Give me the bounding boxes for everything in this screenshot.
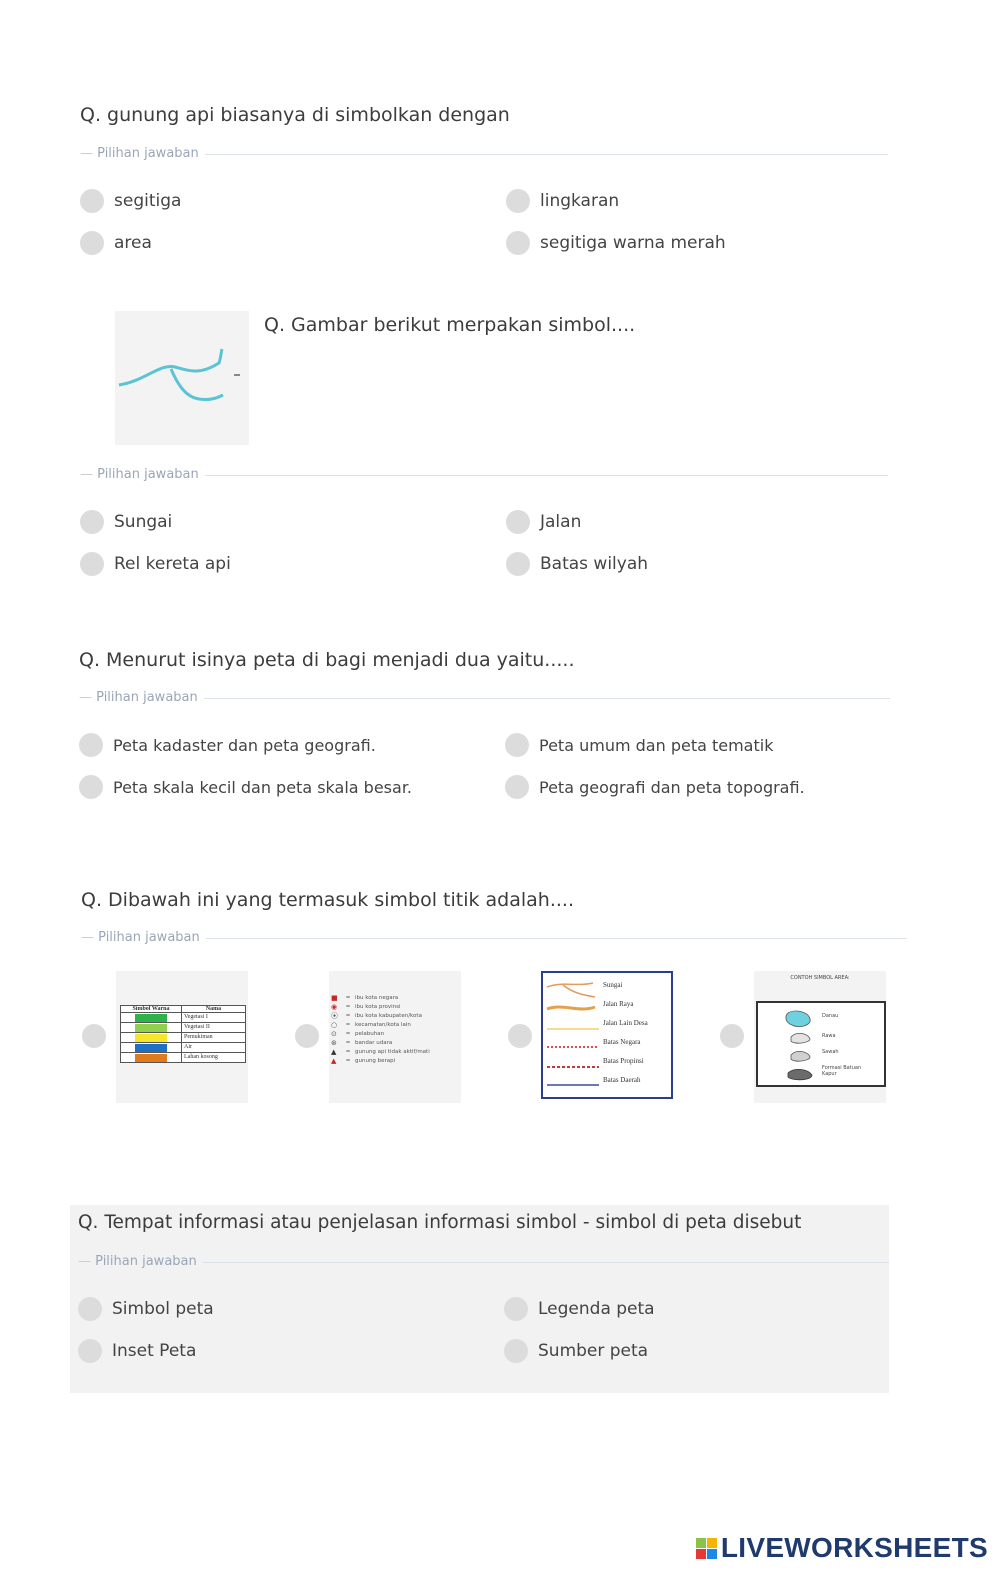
- point-symbol-label: kecamatan/kota lain: [355, 1021, 411, 1028]
- color-swatch: [121, 1013, 182, 1022]
- option-label: Peta umum dan peta tematik: [539, 735, 774, 755]
- q4-option-c-image[interactable]: [541, 971, 673, 1099]
- point-symbol-label: ibu kota provinsi: [355, 1003, 401, 1010]
- q4-radio-d[interactable]: [720, 1024, 744, 1048]
- point-symbol-label: pelabuhan: [355, 1030, 385, 1037]
- q3-option-a[interactable]: [79, 733, 376, 757]
- river-line-icon: [115, 311, 249, 445]
- point-symbol-row: ⊙ = pelabuhan: [331, 1029, 385, 1038]
- answer-legend-4: [81, 930, 907, 946]
- answer-legend-label: — Pilihan jawaban: [79, 690, 204, 705]
- option-label: Peta geografi dan peta topografi.: [539, 777, 805, 797]
- q1-option-c[interactable]: [80, 231, 152, 255]
- option-label: Legenda peta: [538, 1299, 655, 1319]
- answer-legend-label: — Pilihan jawaban: [80, 467, 205, 482]
- area-symbol-label: Danau: [822, 1013, 839, 1019]
- q5-option-c[interactable]: [78, 1339, 196, 1363]
- answer-legend-5: [78, 1254, 889, 1270]
- q2-option-d[interactable]: [506, 552, 648, 576]
- point-symbol-label: bandar udara: [355, 1039, 393, 1046]
- q1-option-d[interactable]: [506, 231, 726, 255]
- answer-legend-label: — Pilihan jawaban: [80, 146, 205, 161]
- line-symbol-label: Batas Negara: [603, 1038, 641, 1046]
- q5-option-d[interactable]: [504, 1339, 648, 1363]
- liveworksheets-logo-icon: [696, 1538, 717, 1559]
- point-marker-icon: ▲: [331, 1047, 337, 1056]
- option-label: Jalan: [540, 512, 582, 532]
- radio-button[interactable]: [504, 1339, 528, 1363]
- radio-button[interactable]: [505, 733, 529, 757]
- color-swatch: [121, 1053, 182, 1062]
- point-symbol-label: gunung berapi: [355, 1057, 396, 1064]
- table-cell-name: Lahan kosong: [184, 1054, 218, 1060]
- point-marker-icon: ⊙: [331, 1029, 337, 1038]
- line-symbol-label: Jalan Lain Desa: [603, 1019, 648, 1027]
- q2-option-a[interactable]: [80, 510, 172, 534]
- area-symbol-label: Sawah: [822, 1049, 839, 1055]
- answer-legend-2: [80, 467, 888, 483]
- area-symbol-title: CONTOH SIMBOL AREA:: [790, 975, 850, 981]
- option-label: area: [114, 233, 152, 253]
- question-3-text: Q. Menurut isinya peta di bagi menjadi dua yaitu.....: [79, 649, 575, 671]
- radio-button[interactable]: [506, 510, 530, 534]
- option-label: Simbol peta: [112, 1299, 214, 1319]
- point-marker-icon: ⦿: [331, 1011, 338, 1020]
- point-marker-icon: ▲: [331, 1056, 337, 1065]
- radio-button[interactable]: [506, 189, 530, 213]
- option-label: Sumber peta: [538, 1341, 649, 1361]
- q5-option-a[interactable]: [78, 1297, 214, 1321]
- brand-name: LIVEWORKSHEETS: [720, 1532, 988, 1563]
- radio-button[interactable]: [80, 510, 104, 534]
- table-cell-name: Pemukiman: [184, 1034, 213, 1040]
- option-label: Inset Peta: [112, 1341, 197, 1361]
- line-symbol-label: Batas Propinsi: [603, 1057, 644, 1065]
- answer-legend-label: — Pilihan jawaban: [81, 930, 206, 945]
- liveworksheets-brand: [696, 1532, 988, 1564]
- q4-option-a-image[interactable]: [116, 971, 248, 1103]
- answer-legend-1: [80, 146, 888, 162]
- table-row: [121, 1043, 245, 1053]
- q2-option-b[interactable]: [506, 510, 581, 534]
- line-symbol-label: Batas Daerah: [603, 1076, 641, 1084]
- option-label: Rel kereta api: [114, 554, 231, 574]
- point-symbol-row: ◉ = ibu kota provinsi: [331, 1002, 401, 1011]
- table-cell-name: Vegetasi I: [184, 1014, 208, 1020]
- line-symbol-label: Jalan Raya: [603, 1000, 634, 1008]
- q4-radio-b[interactable]: [295, 1024, 319, 1048]
- option-label: Batas wilyah: [540, 554, 649, 574]
- answer-legend-3: [79, 690, 890, 706]
- table-header: Nama: [205, 1006, 222, 1012]
- color-swatch: [121, 1023, 182, 1032]
- point-marker-icon: ■: [331, 993, 338, 1002]
- question-2-text: Q. Gambar berikut merpakan simbol....: [264, 314, 636, 336]
- point-marker-icon: ◉: [331, 1002, 338, 1011]
- option-label: Peta kadaster dan peta geografi.: [113, 735, 376, 755]
- q3-option-d[interactable]: [505, 775, 805, 799]
- point-symbol-row: ■ = ibu kota negara: [331, 993, 399, 1002]
- color-swatch: [121, 1033, 182, 1042]
- color-swatch: [121, 1043, 182, 1052]
- option-label: Peta skala kecil dan peta skala besar.: [113, 777, 413, 797]
- point-symbol-row: ⦿ = ibu kota kabupaten/kota: [331, 1011, 422, 1020]
- option-label: Sungai: [114, 512, 173, 532]
- river-symbol-image: [115, 311, 249, 445]
- question-1-text: Q. gunung api biasanya di simbolkan dengan: [80, 104, 510, 126]
- answer-legend-label: — Pilihan jawaban: [78, 1254, 203, 1269]
- radio-button[interactable]: [505, 775, 529, 799]
- point-marker-icon: ○: [331, 1020, 338, 1029]
- radio-button[interactable]: [506, 231, 530, 255]
- point-symbol-label: ibu kota kabupaten/kota: [355, 1012, 422, 1019]
- q3-option-c[interactable]: [79, 775, 412, 799]
- radio-button[interactable]: [504, 1297, 528, 1321]
- question-5-text: Q. Tempat informasi atau penjelasan informasi simbol - simbol di peta disebut: [78, 1212, 802, 1233]
- radio-button[interactable]: [79, 733, 103, 757]
- table-row: [121, 1053, 245, 1062]
- point-marker-icon: ⊛: [331, 1038, 337, 1047]
- question-4-text: Q. Dibawah ini yang termasuk simbol titik adalah....: [81, 889, 574, 911]
- line-symbol-label: Sungai: [603, 981, 623, 989]
- radio-button[interactable]: [80, 552, 104, 576]
- q4-radio-c[interactable]: [508, 1024, 532, 1048]
- table-row: [121, 1013, 245, 1023]
- q1-option-b[interactable]: [506, 189, 619, 213]
- q4-radio-a[interactable]: [82, 1024, 106, 1048]
- point-symbol-label: gunung api tidak aktif/mati: [355, 1048, 430, 1055]
- radio-button[interactable]: [79, 775, 103, 799]
- area-symbol-label: Formasi Batuan Kapur: [822, 1065, 862, 1077]
- point-symbol-row: ○ = kecamatan/kota lain: [331, 1020, 411, 1029]
- q1-option-a[interactable]: [80, 189, 181, 213]
- table-cell-name: Air: [184, 1044, 192, 1050]
- radio-button[interactable]: [80, 231, 104, 255]
- q5-option-b[interactable]: [504, 1297, 655, 1321]
- point-symbol-row: ▲ = gunung api tidak aktif/mati: [331, 1047, 430, 1056]
- radio-button[interactable]: [78, 1297, 102, 1321]
- color-symbol-table: [120, 1005, 246, 1063]
- radio-button[interactable]: [80, 189, 104, 213]
- option-label: segitiga: [114, 191, 182, 211]
- q4-option-b-image[interactable]: [329, 971, 461, 1103]
- point-symbol-label: ibu kota negara: [355, 994, 399, 1001]
- table-row: [121, 1023, 245, 1033]
- point-symbol-row: ▲ = gunung berapi: [331, 1056, 396, 1065]
- q3-option-b[interactable]: [505, 733, 773, 757]
- q2-option-c[interactable]: [80, 552, 231, 576]
- point-symbol-row: ⊛ = bandar udara: [331, 1038, 393, 1047]
- table-cell-name: Vegetasi II: [184, 1024, 210, 1030]
- table-header: Simbol Warna: [121, 1006, 182, 1012]
- radio-button[interactable]: [506, 552, 530, 576]
- option-label: segitiga warna merah: [540, 233, 726, 253]
- q4-option-d-image[interactable]: [754, 971, 886, 1103]
- area-symbol-box: [756, 1001, 886, 1087]
- area-symbol-label: Rawa: [822, 1033, 836, 1039]
- option-label: lingkaran: [540, 191, 620, 211]
- radio-button[interactable]: [78, 1339, 102, 1363]
- table-row: [121, 1033, 245, 1043]
